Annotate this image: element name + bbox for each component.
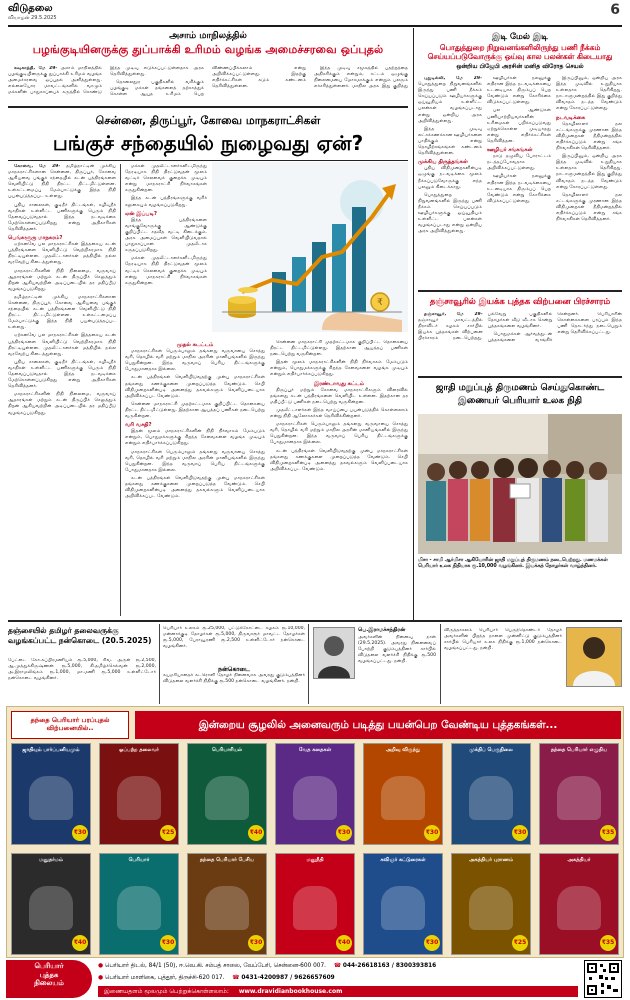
book-price: ₹30 <box>424 825 440 841</box>
book-title: பெரியார் <box>128 857 150 863</box>
right1-sub2: ஊழியர் சங்கங்கள் <box>487 147 533 154</box>
right-story1-col1: புதுடில்லி, மே 29- பொதுத்துறை நிறுவனங்களில் இருந்து பணி நீக்கம் செய்யப்படும் ஊழியர்களுக்கு ஓய்வூதியம் உள்ளிட்ட பலன்கள் வழங்கப்படாது என்று ஒன்றிய அரசு அறிவித்துள்ளது. இந்த முடிவு லட்சக்கணக்கான ஊழியர்களை பாதிக்கும் என்று தொழிற்சங்கங்கள் கண்டனம் தெரிவித்துள்ளன. முக்கிய திருத்தங்கள் புதிய விதிமுறைகளின்படி ஒழுங்கு நடவடிக்கை மூலம் நீக்கப்படுவோருக்கு எந்த பலனும் கிடைக்காது. பொதுத்துறை நிறுவனங்களில் இருந்து பணி நீக்கம் செய்யப்படும் ஊழியர்களுக்கு ஓய்வூதியம் உள்ளிட்ட பலன்கள் வழங்கப்படாது என்று ஒன்றிய அரசு அறிவித்துள்ளது. <box>418 76 482 235</box>
book-portrait-icon <box>205 776 249 820</box>
rule-below-top <box>8 106 408 108</box>
main-story-col2: மக்கள் முதலீட்டாளர்களிடமிருந்து நேரடியாக நிதி திரட்டுவதன் மூலம் வட்டிச் செலவைக் குறைக்க முடியும் என்று மாநகராட்சி நிர்வாகங்கள் கருதுகின்றன. இந்த கடன் பத்திரங்களுக்கு வரிச் சலுகையும் வழங்கப்படுகிறது. ஏன் இப்படி? இந்த பத்திரங்களை வாங்குவோருக்கு ஆண்டுக்கு குறிப்பிட்ட சதவீத வட்டி கிடைக்கும். அரசு அமைப்புகள் வெளியிடுவதால் பாதுகாப்பான முதலீடாக கருதப்படுகிறது. மக்கள் முதலீட்டாளர்களிடமிருந்து நேரடியாக நிதி திரட்டுவதன் மூலம் வட்டிச் செலவைக் குறைக்க முடியும் என்று மாநகராட்சி நிர்வாகங்கள் கருதுகின்றன. <box>125 164 207 286</box>
book-portrait-icon <box>29 776 73 820</box>
footer-web-label: இணையதளம் மூலமும் பெற்றுக்கொள்ளலாம்: <box>104 988 229 995</box>
book-cover[interactable] <box>363 853 443 955</box>
bottom-divider-3 <box>440 624 441 704</box>
qr-code-icon[interactable] <box>584 960 622 998</box>
footer-web[interactable]: www.dravidianbookhouse.com <box>238 988 343 995</box>
right-story1-kicker: இடி மேல் இடி <box>492 32 548 42</box>
right-story1-col3: இருப்பினும், ஒன்றிய அரசு இந்த முடிவில் உறுதியாக உள்ளதாக தெரிகிறது. நாடாளுமன்றத்தில் இது குறித்து விவாதம் நடத்த வேண்டும் என்று கோரப்பட்டுள்ளது. நடவடிக்கை தொழிலாளர் நல சட்டங்களுக்கு முரணான இந்த விதிமுறைகள் நீதிமன்றத்தில் எதிர்க்கப்படும் என்று சங்க நிர்வாகிகள் தெரிவித்தனர். இருப்பினும், ஒன்றிய அரசு இந்த முடிவில் உறுதியாக உள்ளதாக தெரிகிறது. நாடாளுமன்றத்தில் இது குறித்து விவாதம் நடத்த வேண்டும் என்று கோரப்பட்டுள்ளது. தொழிலாளர் நல சட்டங்களுக்கு முரணான இந்த விதிமுறைகள் நீதிமன்றத்தில் எதிர்க்கப்படும் என்று சங்க நிர்வாகிகள் தெரிவித்தனர். <box>556 76 622 223</box>
book-title: தந்தை பெரியார் பேசிய <box>199 857 255 863</box>
section-divider <box>413 28 414 620</box>
book-price: ₹30 <box>512 825 528 841</box>
book-title: வேத கதைகள் <box>298 747 332 753</box>
top-story-kicker: அசாம் மாநிலத்தில் <box>169 31 247 41</box>
right-story1-col2: ஊழியர்கள் நலனுக்கு எதிரான இந்த நடவடிக்கையை உடனடியாக திரும்பப் பெற வேண்டும் என்று கோரிக்கை விடுக்கப்பட்டுள்ளது. பல ஆண்டுகள் பணியாற்றியவர்களின் உரிமைகள் பறிக்கப்படுவது ஏற்றுக்கொள்ள முடியாதது என்று எதிர்க்கட்சிகள் தெரிவித்தன. ஊழியர் சங்கங்கள் நாடு தழுவிய போராட்டம் நடத்தப்போவதாக அறிவிக்கப்பட்டுள்ளது. ஊழியர்கள் நலனுக்கு எதிரான இந்த நடவடிக்கையை உடனடியாக திரும்பப் பெற வேண்டும் என்று கோரிக்கை விடுக்கப்பட்டுள்ளது. <box>487 76 551 204</box>
book-price: ₹40 <box>72 935 88 951</box>
donor-photo <box>566 627 622 687</box>
rule-below-main-head <box>8 160 408 161</box>
logo-line2: புத்தக <box>39 970 59 979</box>
book-portrait-icon <box>557 886 601 930</box>
footer-logo <box>6 960 92 998</box>
main-story-dateline: கோவை, மே 29- <box>14 164 61 169</box>
right1-sub1: முக்கிய திருத்தங்கள் <box>418 159 468 166</box>
rule-right1 <box>418 290 622 292</box>
book-cover[interactable] <box>539 743 619 845</box>
book-ad <box>6 706 624 958</box>
logo-line1: பெரியார் <box>34 962 64 970</box>
book-cover[interactable] <box>187 853 267 955</box>
right-story1-subhead: ஒன்றிய பிஜேபி அரசின் மனித விரோத செயல் <box>456 63 584 70</box>
main-story-col2-lower: முதல் கடட்டம் மாநகராட்சிகள் பெரும்பாலும் தங்களது வருவாயை சொத்து வரி, தொழில் வரி மற்றும் மாநில அரசின் மானியங்களில் இருந்து பெறுகின்றன. இந்த வருவாய் பெரிய திட்டங்களுக்கு போதுமானதாக இல்லை. கடன் பத்திரங்கள் வெளியிடுவதற்கு முன்பு மாநகராட்சிகள் தங்களது கணக்குகளை முறைப்படுத்த வேண்டும். செபி விதிமுறைகளின்படி அனைத்து தகவல்களும் வெளிப்படையாக அறிவிக்கப்பட வேண்டும். சென்னை மாநகராட்சி முதற்கட்டமாக குறிப்பிட்ட தொகையை திரட்ட திட்டமிட்டுள்ளது. இதற்கான ஆயத்தப் பணிகள் நடைபெற்று வருகின்றன. வரி வசதி? இதன் மூலம் மாநகராட்சிகளின் நிதி நிர்வாகம் மேம்படும் என்றும், பொதுமக்களுக்கு சிறந்த சேவைகளை வழங்க முடியும் என்றும் எதிர்பார்க்கப்படுகிறது. மாநகராட்சிகள் பெரும்பாலும் தங்களது வருவாயை சொத்து வரி, தொழில் வரி மற்றும் மாநில அரசின் மானியங்களில் இருந்து பெறுகின்றன. இந்த வருவாய் பெரிய திட்டங்களுக்கு போதுமானதாக இல்லை. கடன் பத்திரங்கள் வெளியிடுவதற்கு முன்பு மாநகராட்சிகள் தங்களது கணக்குகளை முறைப்படுத்த வேண்டும். செபி விதிமுறைகளின்படி அனைத்து தகவல்களும் வெளிப்படையாக அறிவிக்கப்பட வேண்டும். <box>125 342 265 500</box>
footer-phone1: 044-26618163 / 8300393816 <box>342 963 437 969</box>
obituary-name: பெ.இராமச்சந்திரன் <box>358 627 406 633</box>
main-story-col1: கோவை, மே 29- தமிழ்நாட்டின் முக்கிய மாநகராட்சிகளான சென்னை, திருப்பூர், கோவை ஆகியவை பங்குச் சந்தையில் கடன் பத்திரங்களை வெளியிட்டு நிதி திரட்ட திட்டமிட்டுள்ளன. உள்கட்டமைப்பு மேம்பாட்டுக்கு இந்த நிதி பயன்படுத்தப்பட உள்ளது. புதிய சாலைகள், குடிநீர் திட்டங்கள், கழிவுநீர் வசதிகள் உள்ளிட்ட பணிகளுக்கு பெரும் நிதி தேவைப்படுவதால் இந்த நடவடிக்கை மேற்கொள்ளப்படுகிறது என்று அதிகாரிகள் தெரிவித்தனர். பெங்களூரு மாநகரம்? ஏற்கனவே பல மாநகராட்சிகள் இத்தகைய கடன் பத்திரங்களை வெளியிட்டு வெற்றிகரமாக நிதி திரட்டியுள்ளன. முதலீட்டாளர்கள் மத்தியில் நல்ல வரவேற்பு கிடைத்துள்ளது. மாநகராட்சிகளின் நிதி நிலைமை, வருவாய் ஆதாரங்கள் மற்றும் கடன் திருப்பிச் செலுத்தும் திறன் ஆகியவற்றின் அடிப்படையில் தர மதிப்பீடு வழங்கப்படுகிறது. தமிழ்நாட்டின் முக்கிய மாநகராட்சிகளான சென்னை, திருப்பூர், கோவை ஆகியவை பங்குச் சந்தையில் கடன் பத்திரங்களை வெளியிட்டு நிதி திரட்ட திட்டமிட்டுள்ளன. உள்கட்டமைப்பு மேம்பாட்டுக்கு இந்த நிதி பயன்படுத்தப்பட உள்ளது. ஏற்கனவே பல மாநகராட்சிகள் இத்தகைய கடன் பத்திரங்களை வெளியிட்டு வெற்றிகரமாக நிதி திரட்டியுள்ளன. முதலீட்டாளர்கள் மத்தியில் நல்ல வரவேற்பு கிடைத்துள்ளது. புதிய சாலைகள், குடிநீர் திட்டங்கள், கழிவுநீர் வசதிகள் உள்ளிட்ட பணிகளுக்கு பெரும் நிதி தேவைப்படுவதால் இந்த நடவடிக்கை மேற்கொள்ளப்படுகிறது என்று அதிகாரிகள் தெரிவித்தனர். மாநகராட்சிகளின் நிதி நிலைமை, வருவாய் ஆதாரங்கள் மற்றும் கடன் திருப்பிச் செலுத்தும் திறன் ஆகியவற்றின் அடிப்படையில் தர மதிப்பீடு வழங்கப்படுகிறது. <box>8 164 116 416</box>
main-story-kicker: சென்னை, திருப்பூர், கோவை மாநகராட்சிகள் <box>95 114 321 127</box>
top-story-dateline: கவுகாத்தி, மே 29- <box>14 66 58 71</box>
footer-addr2: பெரியார் மாளிகை, புத்தூர், திருச்சி-620 017. <box>104 975 225 981</box>
book-title: ஒப்பற்ற தலைவர் <box>119 747 159 753</box>
book-portrait-icon <box>469 886 513 930</box>
book-title: அகத்தியர் புராணம் <box>468 857 514 863</box>
top-story-body: கவுகாத்தி, மே 29- அசாம் மாநிலத்தில் பழங்குடியினருக்கு துப்பாக்கி உரிமம் வழங்க அமைச்சரவை ஒப்புதல் அளித்துள்ளது. எல்லையோர மாவட்டங்களில் வாழும் மக்களின் பாதுகாப்பைக் கருத்தில் கொண்டு இந்த முடிவு எடுக்கப்பட்டுள்ளதாக அரசு தெரிவித்துள்ளது. தொலைதூர பகுதிகளில் வசிக்கும் பழங்குடி மக்கள் தங்களைத் தற்காத்துக் கொள்ள ஆயுத உரிமம் பெற விண்ணப்பிக்கலாம் என்று அறிவிக்கப்பட்டுள்ளது. இதற்கு எதிர்க்கட்சிகள் கடும் கண்டனம் தெரிவித்துள்ளன. இந்த முடிவு சமூகத்தில் பதற்றத்தை அதிகரிக்கும் என்றும், சட்டம் ஒழுங்கு நிலைமையை மோசமாக்கும் என்றும் பலரும் எச்சரித்துள்ளனர். மாநில அரசு இது குறித்து <box>8 66 408 98</box>
ad-headline: இன்றைய சூழலில் அனைவரும் படித்து பயன்பெற வேண்டிய புத்தகங்கள்... <box>135 711 621 739</box>
book-price: ₹40 <box>248 825 264 841</box>
right-story1 <box>418 28 622 298</box>
main-story-headline: பங்குச் சந்தையில் நுழைவது ஏன்? <box>52 131 364 155</box>
book-price: ₹25 <box>160 825 176 841</box>
main-sub3: முதல் கடட்டம் <box>176 342 214 348</box>
book-portrait-icon <box>29 886 73 930</box>
book-price: ₹30 <box>336 825 352 841</box>
book-title: ஜாதியும் பார்ப்பனியமும் <box>22 747 80 753</box>
footer-addr1: பெரியார் திடல், 84/1 (50), ஈ.வெ.கி. சம்பத் சாலை, வேப்பேரி, சென்னை-600 007. <box>104 963 326 969</box>
rule-above-bottom <box>8 620 622 622</box>
date-line: வியாழன் 29.5.2025 <box>8 15 57 21</box>
bottom-divider-1 <box>159 624 160 704</box>
location-icon: ● <box>98 963 104 969</box>
book-title: மனுநீதி <box>306 857 324 863</box>
book-price: ₹40 <box>336 935 352 951</box>
main-sub4: வரி வசதி? <box>125 422 152 429</box>
location-icon-2: ● <box>98 975 104 981</box>
book-price: ₹30 <box>72 825 88 841</box>
paper-name: விடுதலை <box>8 3 53 14</box>
book-portrait-icon <box>293 886 337 930</box>
footer-web-bar <box>98 986 578 997</box>
book-cover[interactable] <box>99 853 179 955</box>
main-story-col3-lower: சென்னை மாநகராட்சி முதற்கட்டமாக குறிப்பிட்ட தொகையை திரட்ட திட்டமிட்டுள்ளது. இதற்கான ஆயத்தப் பணிகள் நடைபெற்று வருகின்றன. இதன் மூலம் மாநகராட்சிகளின் நிதி நிர்வாகம் மேம்படும் என்றும், பொதுமக்களுக்கு சிறந்த சேவைகளை வழங்க முடியும் என்றும் எதிர்பார்க்கப்படுகிறது. இரண்டாவது கட்டம் திருப்பூர் மற்றும் கோவை மாநகராட்சிகளும் விரைவில் தங்களது கடன் பத்திரங்களை வெளியிட உள்ளன. இதற்கான தர மதிப்பீட்டு பணிகள் நடைபெற்று வருகின்றன. முதலீட்டாளர்கள் இந்த வாய்ப்பை பயன்படுத்திக் கொள்ளலாம் என்று நிதி ஆலோசகர்கள் தெரிவிக்கின்றனர். மாநகராட்சிகள் பெரும்பாலும் தங்களது வருவாயை சொத்து வரி, தொழில் வரி மற்றும் மாநில அரசின் மானியங்களில் இருந்து பெறுகின்றன. இந்த வருவாய் பெரிய திட்டங்களுக்கு போதுமானதாக இல்லை. கடன் பத்திரங்கள் வெளியிடுவதற்கு முன்பு மாநகராட்சிகள் தங்களது கணக்குகளை முறைப்படுத்த வேண்டும். செபி விதிமுறைகளின்படி அனைத்து தகவல்களும் வெளிப்படையாக அறிவிக்கப்பட வேண்டும். <box>270 340 408 472</box>
book-price: ₹30 <box>248 935 264 951</box>
page-number: 6 <box>610 2 620 18</box>
right-story2-dateline: தஞ்சாவூர், மே 29- <box>424 312 483 317</box>
book-price: ₹25 <box>512 935 528 951</box>
book-portrait-icon <box>557 776 601 820</box>
book-portrait-icon <box>293 776 337 820</box>
right-story1-headline: பொதுத்துறை நிறுவனங்களிலிருந்து பணி நீக்கம் செய்யப்படுவோருக்கு ஒய்வு கால பலன்கள் கிடையாது <box>427 43 613 61</box>
book-title: மனுதர்மம் <box>39 857 63 863</box>
book-title: முக்திப் பெருநிலை <box>469 747 513 753</box>
masthead-rule <box>8 25 622 27</box>
wedding-photo <box>418 414 622 554</box>
book-grid <box>11 743 621 955</box>
book-portrait-icon <box>381 776 425 820</box>
book-price: ₹30 <box>424 935 440 951</box>
right-story2-body: தஞ்சாவூர், மே 29- தஞ்சாவூர் மாவட்டத்தில் திராவிடர் கழகம் சார்பில் இயக்க புத்தகங்கள் விற்பனை பிரச்சாரம் நடைபெற்றது. பல்வேறு பகுதிகளில் தோழர்கள் வீடு வீடாக சென்று புத்தகங்களை வழங்கினர். பொதுமக்கள் ஆர்வத்துடன் புத்தகங்களை வாங்கிச் சென்றனர். பெரியாரின் கொள்கைகளை பரப்பும் இந்த பணி தொடர்ந்து நடைபெறும் என்று தெரிவிக்கப்பட்டது. <box>418 312 622 344</box>
book-portrait-icon <box>117 886 161 930</box>
book-title: கவிஞர் கட்டுரைகள் <box>380 857 426 863</box>
book-title: பெரியாரியல் <box>211 747 243 753</box>
bottom-right-body: விருத்தாசலம் பெரியார் பெருந்தொண்டர் தோழர் அவர்களின் பிறந்த நாளை முன்னிட்டு குடும்பத்தினர் சார்பில் பெரியார் உலக நிதிக்கு ரூ.1,000 நன்கொடை வழங்கப்பட்டது. நன்றி. <box>444 628 562 652</box>
right-story1-dateline: புதுடில்லி, மே 29- <box>424 76 482 81</box>
book-cover[interactable] <box>11 743 91 845</box>
book-cover[interactable] <box>11 853 91 955</box>
right-story3-headline: ஜாதி மறுப்புத் திருமணம் செய்துகொண்ட இணையர் பெரியார் உலக நிதி <box>435 383 605 406</box>
book-title: தந்தை பெரியார் எழுதிய <box>550 747 608 753</box>
ad-badge: தந்தை பெரியார் பரப்புதல் விற்பனையில்.. <box>11 711 129 739</box>
bottom-mid-body: பெரியார் உலகம் ரூ.25,000, பட்டுக்கோட்டை கழகம் ரூ.10,000, மன்னார்குடி தோழர்கள் ரூ.5,000, திருவாரூர் மாவட்ட தோழர்கள் ரூ.5,000, பேராவூரணி ரூ.2,500 உள்ளிட்டோர் நன்கொடை வழங்கினர். <box>163 626 305 650</box>
book-price: ₹30 <box>160 935 176 951</box>
bottom-divider-2 <box>308 624 309 704</box>
footer <box>6 960 624 998</box>
book-portrait-icon <box>469 776 513 820</box>
book-cover[interactable] <box>99 743 179 845</box>
bottom-mid-body2: சுயமரியாதைச் சுடரொளி தோழர் நினைவாக அவரது குடும்பத்தினர் விடுதலை வளர்ச்சி நிதிக்கு ரூ.500 நன்கொடை வழங்கினர். நன்றி. <box>163 673 305 685</box>
footer-row2 <box>98 973 578 984</box>
footer-phone2: 0431-4200987 / 9626657609 <box>241 975 335 981</box>
book-cover[interactable] <box>275 853 355 955</box>
svg-text:₹: ₹ <box>377 298 383 308</box>
main-col-divider <box>120 164 121 616</box>
book-cover[interactable] <box>363 743 443 845</box>
book-cover[interactable] <box>451 743 531 845</box>
book-title: அகத்தியர் <box>567 857 591 863</box>
book-title: அறிவு விருந்து <box>385 747 421 753</box>
wedding-caption: மிசா - சாமி ஆர்மிசா ஆகியோரின் ஜாதி மறுப்புத் திருமணம் நடைபெற்றது. மணமக்கள் பெரியார் உலக நிதியாக ரூ.10,000 வழங்கினர். இயக்கத் தோழர்கள் வாழ்த்தினர். <box>418 558 608 570</box>
right-story2-headline: தஞ்சாவூரில் இயக்க புத்தக விற்பனை பிரச்சாரம் <box>429 296 611 306</box>
book-cover[interactable] <box>275 743 355 845</box>
obituary-photo <box>313 627 355 679</box>
book-portrait-icon <box>205 886 249 930</box>
bottom-left-headline: தஞ்சையில் தமிழர் தலைவருக்கு வழங்கப்பட்ட நன்கொடை (20.5.2025) <box>8 626 152 645</box>
rule-right2 <box>418 376 622 378</box>
footer-row1 <box>98 961 578 972</box>
main-sub2: ஏன் இப்படி? <box>125 210 157 217</box>
masthead <box>8 2 622 24</box>
stock-market-illustration <box>212 162 408 332</box>
book-portrait-icon <box>381 886 425 930</box>
bottom-mid-sub: நன்கொடை <box>218 666 250 673</box>
main-sub5: இரண்டாவது கட்டம் <box>313 380 365 387</box>
book-price: ₹35 <box>600 935 616 951</box>
top-story-headline: பழங்குடியினருக்கு துப்பாக்கி உரிமம் வழங்க அமைச்சரவை ஒப்புதல் <box>32 43 384 56</box>
bottom-left-body: பேட்டை கோ.சுப்பிரமணியம் ரூ.5,000, சிவ. அருள் ரூ.2,500, ஆ.முத்துக்கிருஷ்ணன் ரூ.5,000, கி.தமிழ்ச்செல்வன் ரூ.2,000, அ.இராமலிங்கம் ரூ.1,000, மா.மணி ரூ.5,000 உள்ளிட்டோர் நன்கொடை வழங்கினர். <box>8 658 156 682</box>
book-cover[interactable] <box>187 743 267 845</box>
main-sub1: பெங்களூரு மாநகரம்? <box>8 235 63 242</box>
book-cover[interactable] <box>451 853 531 955</box>
book-cover[interactable] <box>539 853 619 955</box>
book-price: ₹35 <box>600 825 616 841</box>
phone-icon: ☎ <box>333 963 342 969</box>
logo-line3: நிலையம் <box>34 979 64 987</box>
phone-icon-2: ☎ <box>232 975 240 981</box>
obituary-body: அவர்களின் நினைவு நாள் (29.5.2025). அவரது நினைவைப் போற்றி குடும்பத்தினர் சார்பில் விடுதலை வளர்ச்சி நிதிக்கு ரூ.500 வழங்கப்பட்டது. நன்றி. <box>358 635 436 665</box>
book-portrait-icon <box>117 776 161 820</box>
right1-sub3: நடவடிக்கை <box>556 114 586 121</box>
